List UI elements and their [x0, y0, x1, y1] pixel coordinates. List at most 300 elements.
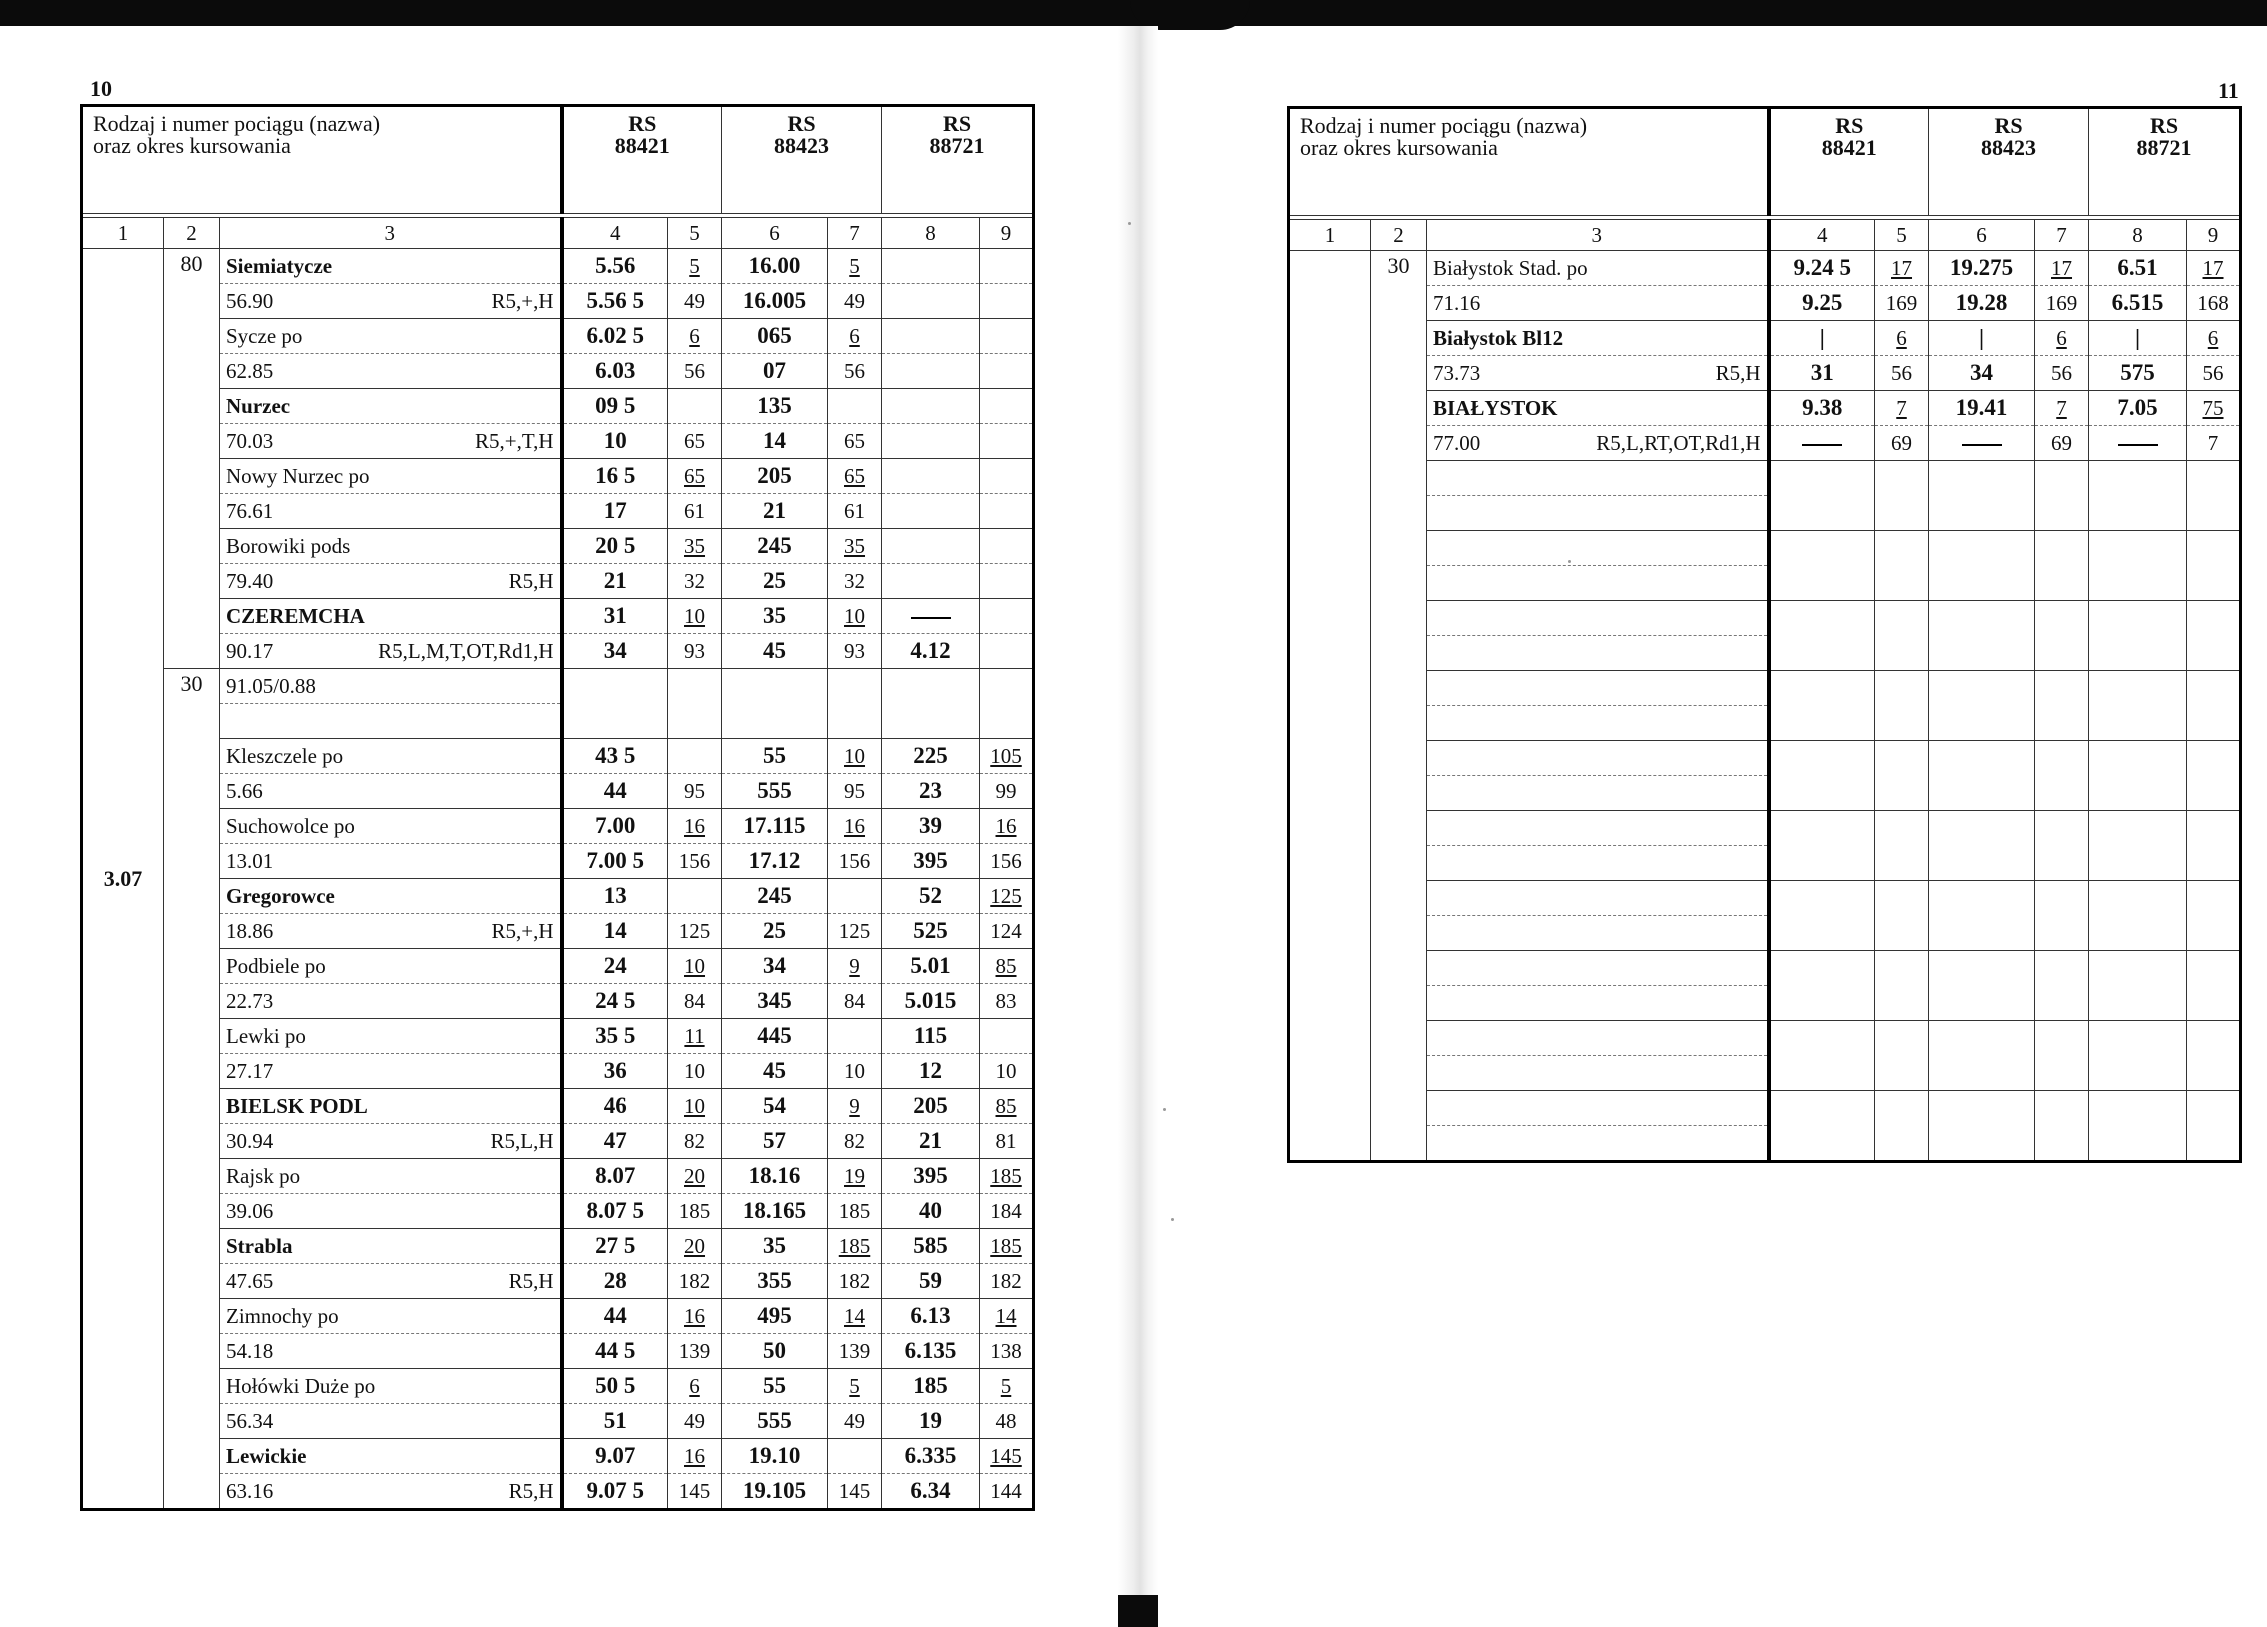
train2-time	[722, 1439, 828, 1510]
station-remarks: R5,+,T,H	[474, 429, 554, 453]
train2-time-departure: 345	[722, 983, 827, 1018]
blank-cell	[2089, 1091, 2187, 1162]
station-name: Borowiki pods	[226, 534, 351, 558]
train3-runtime-top: 14	[995, 1304, 1017, 1328]
train2-time-departure: 16.005	[722, 283, 827, 318]
train3-time-arrival: 39	[919, 813, 943, 838]
train3-time-arrival: 6.51	[2117, 255, 2158, 280]
station-name: Suchowolce po	[226, 814, 355, 838]
train3-time-departure: 525	[882, 913, 979, 948]
station-km	[220, 493, 560, 528]
station-row	[1289, 321, 2241, 391]
blank-cell	[2089, 601, 2187, 671]
train2-runtime	[2035, 391, 2089, 461]
train1-runtime-top: 17	[1891, 256, 1913, 280]
train3-runtime-bottom: 83	[980, 983, 1032, 1018]
train3-time-arrival: 185	[913, 1373, 948, 1398]
train1-runtime-bottom: 139	[668, 1333, 721, 1368]
train2-runtime-bottom: 10	[828, 1053, 881, 1088]
train1-runtime-top: 10	[684, 604, 706, 628]
blank-cell	[2187, 881, 2241, 951]
station-name: Hołówki Duże po	[226, 1374, 376, 1398]
station-km	[1427, 425, 1767, 460]
train2-time-arrival: 065	[757, 323, 792, 348]
scan-top-edge	[0, 0, 2267, 26]
page-number-left: 10	[90, 76, 112, 101]
train3-time-arrival	[882, 529, 979, 563]
train3-runtime-top	[980, 319, 1032, 353]
train1-runtime-top: 35	[684, 534, 706, 558]
train2-time	[722, 739, 828, 809]
train-type: RS	[942, 111, 972, 136]
train1-runtime-top: 16	[684, 1444, 706, 1468]
empty-station-cell	[1427, 741, 1769, 811]
train-header-2	[882, 106, 1034, 214]
train3-time	[882, 949, 980, 1019]
train2-runtime-top: 7	[2056, 396, 2067, 420]
train1-runtime-top: 6	[689, 1374, 700, 1398]
station-km-value: 63.16	[226, 1479, 274, 1503]
blank-cell	[1769, 881, 1875, 951]
train3-runtime-top: 145	[990, 1444, 1022, 1468]
train2-runtime-top: 185	[838, 1234, 871, 1258]
train1-time-arrival: 5.56	[595, 253, 636, 278]
train2-runtime	[828, 319, 882, 389]
train1-time	[562, 529, 668, 599]
train2-time-arrival: 245	[757, 883, 792, 908]
train2-runtime	[2035, 321, 2089, 391]
blank-cell	[1769, 671, 1875, 741]
station-row	[82, 1369, 1034, 1439]
train1-time	[562, 879, 668, 949]
train1-runtime-top: 20	[684, 1164, 706, 1188]
train2-runtime-top: 6	[2056, 326, 2067, 350]
train1-runtime-top: 16	[684, 814, 706, 838]
train3-time-departure: 40	[882, 1193, 979, 1228]
blank-cell	[1769, 811, 1875, 881]
station-km-value: 27.17	[226, 1059, 274, 1083]
blank-cell	[1929, 531, 2035, 601]
station-km-value: 79.40	[226, 569, 274, 593]
scan-speck	[1163, 1108, 1166, 1111]
train1-runtime-bottom: 69	[1875, 425, 1928, 460]
station-km-value: 56.90	[226, 289, 274, 313]
train2-time	[722, 809, 828, 879]
empty-line	[1427, 705, 1767, 740]
blank-cell	[1875, 531, 1929, 601]
train3-runtime-top: 5	[1000, 1374, 1012, 1398]
train1-time-departure: 6.03	[564, 353, 668, 388]
train1-runtime-bottom: 61	[668, 493, 721, 528]
train2-time-departure: 555	[722, 773, 827, 808]
station-km-value: 47.65	[226, 1269, 274, 1293]
train2-runtime-top	[828, 389, 881, 423]
station-cell	[220, 1299, 562, 1369]
train3-time-arrival	[882, 389, 979, 423]
train2-time-departure: 57	[722, 1123, 827, 1158]
station-km-value: 77.00	[1433, 431, 1481, 455]
station-name: Zimnochy po	[226, 1304, 339, 1328]
station-km	[220, 773, 560, 808]
train2-runtime-bottom: 125	[828, 913, 881, 948]
empty-row	[1289, 461, 2241, 531]
station-km	[220, 843, 560, 878]
train2-time-arrival: 35	[763, 603, 787, 628]
station-km	[220, 633, 560, 668]
junction-row	[82, 669, 1034, 739]
train3-runtime	[980, 599, 1034, 669]
train3-time-arrival: 6.335	[904, 1443, 957, 1468]
train1-runtime-bottom: 145	[668, 1473, 721, 1508]
train1-runtime-top: 11	[684, 1024, 705, 1048]
train3-runtime	[2187, 321, 2241, 391]
train1-runtime-bottom: 56	[668, 353, 721, 388]
train1-time	[562, 249, 668, 319]
train2-time	[1929, 391, 2035, 461]
blank-cell	[1769, 601, 1875, 671]
blank-cell	[1769, 461, 1875, 531]
train2-time	[722, 529, 828, 599]
train1-time-departure: 9.25	[1771, 285, 1875, 320]
station-cell	[220, 599, 562, 669]
empty-line	[1427, 1091, 1767, 1125]
station-km-value: 90.17	[226, 639, 274, 663]
empty-line	[1427, 985, 1767, 1020]
train2-time-departure: 18.165	[722, 1193, 827, 1228]
train1-runtime	[1875, 251, 1929, 321]
train2-time-arrival: 495	[757, 1303, 792, 1328]
train1-time-departure: 44	[564, 773, 668, 808]
station-row	[1289, 251, 2241, 321]
blank-cell	[828, 669, 882, 739]
station-cell	[1427, 391, 1769, 461]
train1-time-departure: 7.00 5	[564, 843, 668, 878]
train3-runtime-bottom: 168	[2187, 285, 2239, 320]
train2-runtime-bottom: 49	[828, 1403, 881, 1438]
blank-cell	[1875, 741, 1929, 811]
empty-row	[1289, 1021, 2241, 1091]
train2-runtime-bottom: 182	[828, 1263, 881, 1298]
train2-runtime-bottom: 185	[828, 1193, 881, 1228]
train2-time-departure: 07	[722, 353, 827, 388]
station-cell	[220, 949, 562, 1019]
train3-runtime	[980, 949, 1034, 1019]
train2-runtime	[2035, 251, 2089, 321]
train-type: RS	[2149, 113, 2179, 138]
train1-runtime-bottom: 82	[668, 1123, 721, 1158]
station-cell	[220, 1439, 562, 1510]
train1-time-arrival: 8.07	[595, 1163, 636, 1188]
column-number: 8	[882, 218, 980, 249]
train2-time	[1929, 321, 2035, 391]
train1-runtime-top: 16	[684, 1304, 706, 1328]
station-km-value: 54.18	[226, 1339, 274, 1363]
train2-runtime-bottom: 56	[2035, 355, 2088, 390]
train3-runtime-top	[980, 529, 1032, 563]
train2-time-arrival: 35	[763, 1233, 787, 1258]
station-km-value: 76.61	[226, 499, 274, 523]
train3-runtime	[980, 389, 1034, 459]
station-row	[82, 1299, 1034, 1369]
train3-time-arrival: 6.13	[910, 1303, 951, 1328]
train2-time-arrival: 17.115	[743, 813, 806, 838]
train3-time-arrival: 52	[919, 883, 943, 908]
train1-time-departure: 14	[564, 913, 668, 948]
train3-time	[2089, 391, 2187, 461]
train1-time	[562, 1229, 668, 1299]
train3-runtime-top: 16	[995, 814, 1017, 838]
km-marker-cell	[82, 249, 164, 1510]
train1-time	[562, 1159, 668, 1229]
blank-cell	[2035, 811, 2089, 881]
train3-time-departure	[882, 563, 979, 598]
train3-time-departure: 5.015	[882, 983, 979, 1018]
station-km-value: 30.94	[226, 1129, 274, 1153]
column-number-row	[82, 218, 1034, 249]
train2-time	[722, 949, 828, 1019]
train3-time-arrival: 5.01	[910, 953, 951, 978]
column-number: 3	[1427, 220, 1769, 251]
train2-time-arrival: 19.10	[748, 1443, 801, 1468]
station-row	[82, 459, 1034, 529]
column-number: 1	[82, 218, 164, 249]
train2-time-departure	[1929, 425, 2034, 460]
empty-line	[1427, 531, 1767, 565]
train3-runtime-top: 17	[2202, 256, 2224, 280]
junction-blank	[220, 703, 560, 738]
empty-row	[1289, 531, 2241, 601]
empty-line	[1427, 951, 1767, 985]
train1-runtime	[668, 949, 722, 1019]
train3-time	[2089, 251, 2187, 321]
train2-time-arrival: 54	[763, 1093, 787, 1118]
train1-time-arrival: 24	[603, 953, 627, 978]
station-cell	[220, 529, 562, 599]
train3-runtime	[980, 1439, 1034, 1510]
train3-runtime-bottom: 184	[980, 1193, 1032, 1228]
train3-time	[882, 1089, 980, 1159]
train2-runtime-top	[828, 1439, 881, 1473]
column-number: 6	[722, 218, 828, 249]
train1-runtime	[668, 1019, 722, 1089]
train1-time	[562, 319, 668, 389]
station-cell	[220, 389, 562, 459]
blank-cell	[2035, 671, 2089, 741]
station-name: Nurzec	[226, 394, 291, 418]
train3-runtime-top	[980, 389, 1032, 423]
empty-station-cell	[1427, 461, 1769, 531]
station-name: BIELSK PODL	[226, 1094, 368, 1118]
station-row	[82, 1019, 1034, 1089]
scan-speck	[1568, 560, 1571, 563]
station-km-value: 22.73	[226, 989, 274, 1013]
train1-time-departure: 31	[1771, 355, 1875, 390]
train3-time-departure: 59	[882, 1263, 979, 1298]
train1-runtime-bottom: 125	[668, 913, 721, 948]
train3-runtime-top: 185	[990, 1234, 1022, 1258]
column-number: 5	[1875, 220, 1929, 251]
train3-time-departure	[2089, 425, 2186, 460]
empty-station-cell	[1427, 1021, 1769, 1091]
train2-runtime-top: 9	[849, 954, 860, 978]
station-name: Lewki po	[226, 1024, 306, 1048]
train3-time-departure	[882, 353, 979, 388]
train1-time-departure: 51	[564, 1403, 668, 1438]
train1-runtime	[1875, 321, 1929, 391]
train3-time	[2089, 321, 2187, 391]
station-km	[220, 353, 560, 388]
station-row	[82, 249, 1034, 319]
train3-runtime-bottom	[980, 493, 1032, 528]
train2-runtime-bottom: 82	[828, 1123, 881, 1158]
empty-station-cell	[1427, 811, 1769, 881]
train2-runtime-top	[828, 879, 881, 913]
train1-time-arrival: 7.00	[595, 813, 636, 838]
scan-bottom-edge	[1118, 1595, 1158, 1627]
train3-time	[882, 459, 980, 529]
train3-time-departure: 575	[2089, 355, 2186, 390]
train2-runtime-top: 9	[849, 1094, 860, 1118]
train3-runtime-bottom	[980, 353, 1032, 388]
blank-cell	[2187, 461, 2241, 531]
train1-time	[562, 389, 668, 459]
train2-runtime	[828, 809, 882, 879]
train2-runtime	[828, 249, 882, 319]
train1-runtime-bottom: 95	[668, 773, 721, 808]
train2-runtime	[828, 949, 882, 1019]
train3-time-departure: 6.515	[2089, 285, 2186, 320]
column-number-row	[1289, 220, 2241, 251]
train-header-1	[722, 106, 882, 214]
train2-time	[722, 879, 828, 949]
train3-runtime-top	[980, 249, 1032, 283]
train1-time-arrival: 43 5	[595, 743, 636, 768]
train1-time-departure: 47	[564, 1123, 668, 1158]
blank-cell	[1929, 601, 2035, 671]
train2-runtime	[828, 739, 882, 809]
train2-runtime-bottom: 95	[828, 773, 881, 808]
train3-runtime-bottom: 56	[2187, 355, 2239, 390]
empty-station-cell	[1427, 1091, 1769, 1162]
blank-cell	[2035, 1021, 2089, 1091]
train2-time-departure: 25	[722, 563, 827, 598]
station-cell	[220, 459, 562, 529]
empty-station-cell	[1427, 881, 1769, 951]
train2-runtime-top: 5	[849, 254, 860, 278]
train-type: RS	[628, 111, 657, 136]
train2-runtime-top: 16	[844, 814, 866, 838]
train2-time-departure: 45	[722, 633, 827, 668]
train1-runtime-bottom: 185	[668, 1193, 721, 1228]
train3-time	[882, 529, 980, 599]
train3-runtime-bottom	[980, 283, 1032, 318]
column-number: 3	[220, 218, 562, 249]
header-title-line2: oraz okres kursowania	[1300, 135, 1498, 160]
train3-time-departure: 395	[882, 843, 979, 878]
train1-runtime-top: 65	[684, 464, 706, 488]
column-number: 8	[2089, 220, 2187, 251]
train-header-1	[1929, 108, 2089, 216]
header-title-line2: oraz okres kursowania	[93, 133, 291, 158]
empty-station-cell	[1427, 601, 1769, 671]
station-km-value: 73.73	[1433, 361, 1481, 385]
station-remarks: R5,H	[1715, 361, 1761, 385]
empty-line	[1427, 671, 1767, 705]
station-remarks: R5,+,H	[491, 289, 554, 313]
train1-runtime	[668, 599, 722, 669]
train2-time-departure: 14	[722, 423, 827, 458]
train2-time-arrival: 205	[757, 463, 792, 488]
blank-cell	[1875, 1021, 1929, 1091]
train3-time	[882, 1229, 980, 1299]
station-remarks: R5,+,H	[491, 919, 554, 943]
train-header-2	[2089, 108, 2241, 216]
station-row	[82, 319, 1034, 389]
empty-line	[1427, 635, 1767, 670]
train3-runtime	[2187, 391, 2241, 461]
station-cell	[220, 1229, 562, 1299]
train3-time	[882, 1299, 980, 1369]
station-km-value: 39.06	[226, 1199, 274, 1223]
train2-runtime	[828, 1019, 882, 1089]
train3-time	[882, 599, 980, 669]
train1-time-arrival: 50 5	[595, 1373, 636, 1398]
train2-runtime-top	[828, 1019, 881, 1053]
header-row	[1289, 108, 2241, 216]
station-km-value: 56.34	[226, 1409, 274, 1433]
station-row	[82, 529, 1034, 599]
empty-line	[1427, 565, 1767, 600]
train3-time-arrival: 7.05	[2117, 395, 2158, 420]
train2-time	[722, 319, 828, 389]
blank-cell	[1929, 461, 2035, 531]
train1-time-departure: 17	[564, 493, 668, 528]
train3-runtime	[980, 1299, 1034, 1369]
train2-time	[722, 249, 828, 319]
train1-runtime-bottom: 182	[668, 1263, 721, 1298]
train1-runtime	[668, 1439, 722, 1510]
station-cell	[1427, 251, 1769, 321]
train1-time-arrival: 20 5	[595, 533, 636, 558]
train3-time-departure	[882, 493, 979, 528]
train1-runtime	[668, 319, 722, 389]
station-cell	[220, 319, 562, 389]
speed-cell-bottom: 30	[164, 669, 220, 1510]
train3-runtime-top: 6	[2207, 326, 2219, 350]
train3-runtime-top: 75	[2202, 396, 2224, 420]
train2-runtime	[828, 879, 882, 949]
empty-line	[1427, 461, 1767, 495]
train2-runtime	[828, 1159, 882, 1229]
train1-time-departure: 36	[564, 1053, 668, 1088]
station-remarks: R5,H	[508, 569, 554, 593]
station-name: Kleszczele po	[226, 744, 344, 768]
train3-runtime	[980, 1369, 1034, 1439]
train2-time-departure: 25	[722, 913, 827, 948]
train3-runtime	[980, 1089, 1034, 1159]
train1-time-departure: 5.56 5	[564, 283, 668, 318]
header-title-cell	[82, 106, 562, 214]
station-km	[1427, 355, 1767, 390]
train1-time-arrival: 44	[603, 1303, 627, 1328]
junction-cell	[220, 669, 562, 739]
train2-runtime-top: 5	[849, 1374, 860, 1398]
train1-runtime-bottom: 169	[1875, 285, 1928, 320]
train2-runtime	[828, 1229, 882, 1299]
train1-time	[1769, 391, 1875, 461]
train1-runtime-top	[668, 389, 721, 423]
blank-cell	[2035, 881, 2089, 951]
